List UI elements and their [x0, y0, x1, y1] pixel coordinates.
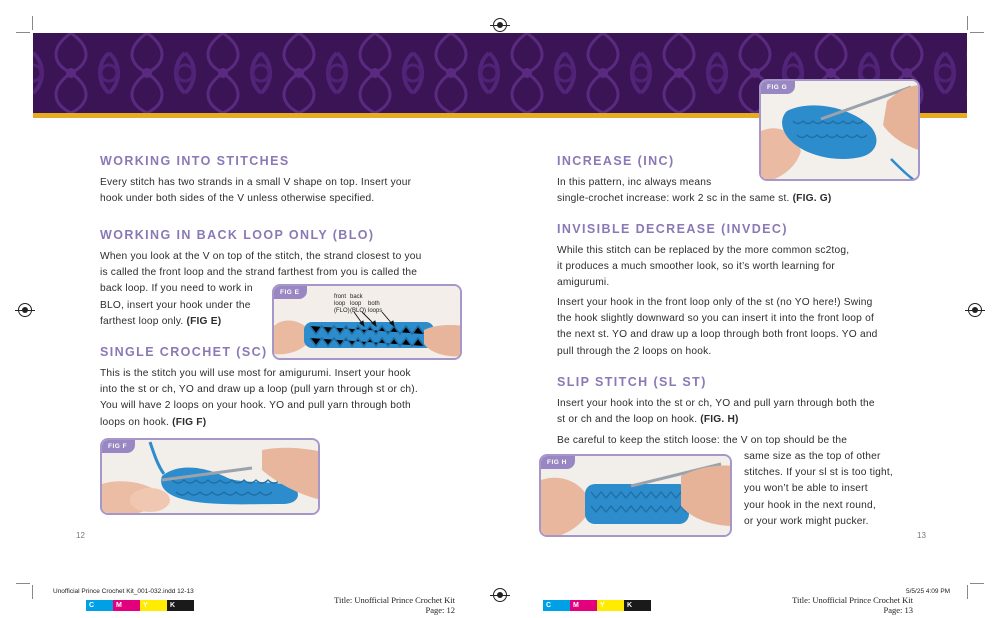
- registration-mark: [493, 18, 507, 32]
- cmyk-y: Y: [597, 600, 624, 611]
- heading-working-into-stitches: WORKING INTO STITCHES: [100, 154, 290, 168]
- cmyk-m: M: [570, 600, 597, 611]
- body-text: Insert your hook into the st or ch, YO and pull yarn through both the st or ch and the loop on hook. (FIG. H): [557, 398, 875, 426]
- heading-single-crochet: SINGLE CROCHET (SC): [100, 345, 268, 359]
- label-back-loop: back loop (BLO): [350, 294, 367, 314]
- crochet-photo-illustration: [102, 440, 320, 515]
- color-bar-left: [86, 600, 194, 611]
- page-number-right: 13: [917, 531, 926, 540]
- figure-reference: (FIG. H): [700, 414, 739, 426]
- cmyk-m: M: [113, 600, 140, 611]
- figure-e: [272, 284, 462, 360]
- crop-mark: [967, 16, 968, 30]
- registration-mark: [968, 303, 982, 317]
- crop-mark: [970, 583, 984, 584]
- body-text: Insert your hook in the front loop only of the st (no YO here!) Swing the hook slightly downward so you can insert it into the front loop of the next st. YO and draw up a loop through both front loops. YO and pull through the 2 loops on hook.: [557, 297, 878, 357]
- cmyk-y: Y: [140, 600, 167, 611]
- registration-mark: [493, 588, 507, 602]
- cmyk-k: K: [167, 600, 194, 611]
- crop-mark: [967, 585, 968, 599]
- print-title-right: Title: Unofficial Prince Crochet Kit Page: 13: [792, 595, 913, 615]
- body-text: Every stitch has two strands in a small V shape on top. Insert your hook under both sides of the V unless otherwise specified.: [100, 177, 412, 205]
- crop-mark: [970, 32, 984, 33]
- figure-tag: FIG G: [761, 81, 795, 94]
- figure-f: [100, 438, 320, 515]
- slug-file-info: Unofficial Prince Crochet Kit_001-032.indd 12-13: [53, 588, 194, 595]
- figure-reference: (FIG F): [172, 416, 207, 428]
- page-number-left: 12: [76, 531, 85, 540]
- slug-date: 5/5/25 4:09 PM: [906, 588, 951, 595]
- body-text: This is the stitch you will use most for amigurumi. Insert your hook into the st or ch, YO and draw up a loop (pull yarn through st or ch). You will have 2 loops on your hook. YO and pull yarn through both loops on hook. (FIG F): [100, 368, 418, 428]
- body-text: In this pattern, inc always means single-crochet increase: work 2 sc in the same st. (FIG. G): [557, 177, 832, 205]
- registration-mark: [18, 303, 32, 317]
- color-bar-right: [543, 600, 651, 611]
- body-text: same size as the top of other stitches. If your sl st is too tight, you won’t be able to insert your hook in the next round, or your work might pucker.: [744, 451, 893, 527]
- cmyk-c: C: [86, 600, 113, 611]
- label-both-loops: both loops: [368, 301, 383, 314]
- body-text: While this stitch can be replaced by the more common sc2tog, it produces a much smoother look, so it’s worth learning for amigurumi.: [557, 245, 850, 289]
- crop-mark: [16, 583, 30, 584]
- figure-reference: (FIG. G): [792, 193, 832, 205]
- figure-tag: FIG F: [102, 440, 135, 453]
- label-front-loop: front loop (FLO): [334, 294, 350, 314]
- heading-invisible-decrease: INVISIBLE DECREASE (INVDEC): [557, 222, 788, 236]
- crop-mark: [16, 32, 30, 33]
- heading-increase: INCREASE (INC): [557, 154, 675, 168]
- figure-reference: (FIG E): [186, 315, 222, 327]
- figure-h: [539, 454, 732, 537]
- heading-back-loop-only: WORKING IN BACK LOOP ONLY (BLO): [100, 228, 375, 242]
- body-text: When you look at the V on top of the stitch, the strand closest to you is called the front loop and the strand farthest from you is called the back loop. If you need to work in BLO, insert your hook under the farthest loop only. (FIG E): [100, 251, 422, 327]
- crochet-photo-illustration: [761, 81, 920, 181]
- figure-tag: FIG H: [541, 456, 575, 469]
- print-title-left: Title: Unofficial Prince Crochet Kit Page: 12: [334, 595, 455, 615]
- figure-tag: FIG E: [274, 286, 307, 299]
- body-text: Be careful to keep the stitch loose: the V on top should be the: [557, 435, 848, 446]
- heading-slip-stitch: SLIP STITCH (SL ST): [557, 375, 707, 389]
- crop-mark: [32, 585, 33, 599]
- cmyk-c: C: [543, 600, 570, 611]
- cmyk-k: K: [624, 600, 651, 611]
- crop-mark: [32, 16, 33, 30]
- figure-g: [759, 79, 920, 181]
